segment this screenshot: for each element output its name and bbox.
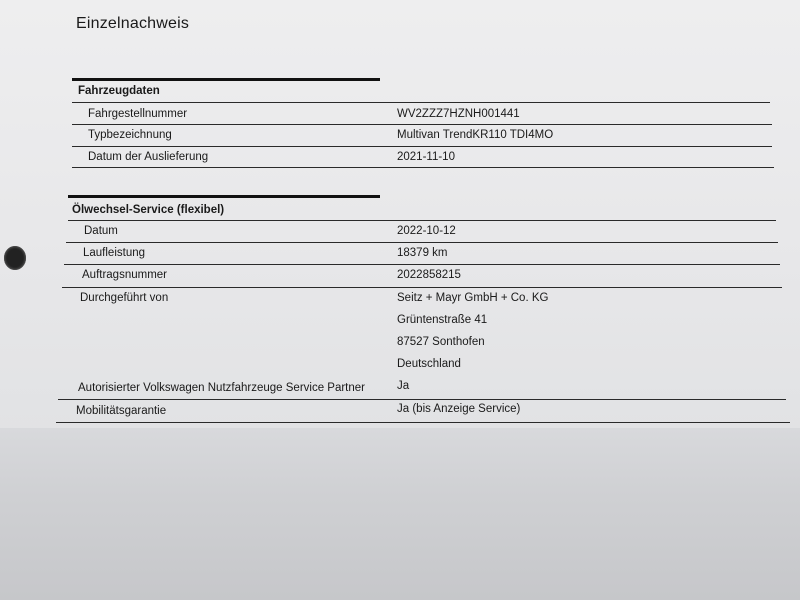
divider [64,264,780,265]
dealer-country: Deutschland [397,358,461,370]
type-label: Typbezeichnung [88,129,172,141]
service-section-bar [68,195,380,198]
vehicle-section-bar [72,78,380,81]
order-number-value: 2022858215 [397,269,461,281]
dealer-street: Grüntenstraße 41 [397,314,488,326]
service-date-value: 2022-10-12 [397,225,456,237]
punch-hole [4,246,26,270]
mileage-label: Laufleistung [83,247,146,259]
divider [72,102,770,103]
authorized-partner-value: Ja [397,380,410,392]
divider [56,422,790,423]
type-value: Multivan TrendKR110 TDI4MO [397,129,554,141]
divider [72,167,774,168]
paper-fold [0,428,800,600]
service-date-label: Datum [84,225,118,237]
delivery-date-label: Datum der Auslieferung [88,151,209,163]
mobility-guarantee-value: Ja (bis Anzeige Service) [397,403,521,415]
delivery-date-value: 2021-11-10 [397,151,455,163]
divider [72,124,772,125]
document-title: Einzelnachweis [76,15,190,32]
mobility-guarantee-label: Mobilitätsgarantie [76,405,167,417]
mileage-value: 18379 km [397,247,448,259]
dealer-name: Seitz + Mayr GmbH + Co. KG [397,292,549,304]
service-section-title: Ölwechsel-Service (flexibel) [72,204,225,216]
performed-by-label: Durchgeführt von [80,292,169,304]
divider [58,399,786,400]
divider [66,242,778,243]
dealer-city: 87527 Sonthofen [397,336,485,348]
vin-label: Fahrgestellnummer [88,108,188,120]
order-number-label: Auftragsnummer [82,269,168,281]
divider [62,287,782,288]
vin-value: WV2ZZZ7HZNH001441 [397,108,520,120]
authorized-partner-label: Autorisierter Volkswagen Nutzfahrzeuge Service Partner [78,382,366,394]
vehicle-section-title: Fahrzeugdaten [78,85,160,97]
divider [72,146,772,147]
divider [68,220,776,221]
